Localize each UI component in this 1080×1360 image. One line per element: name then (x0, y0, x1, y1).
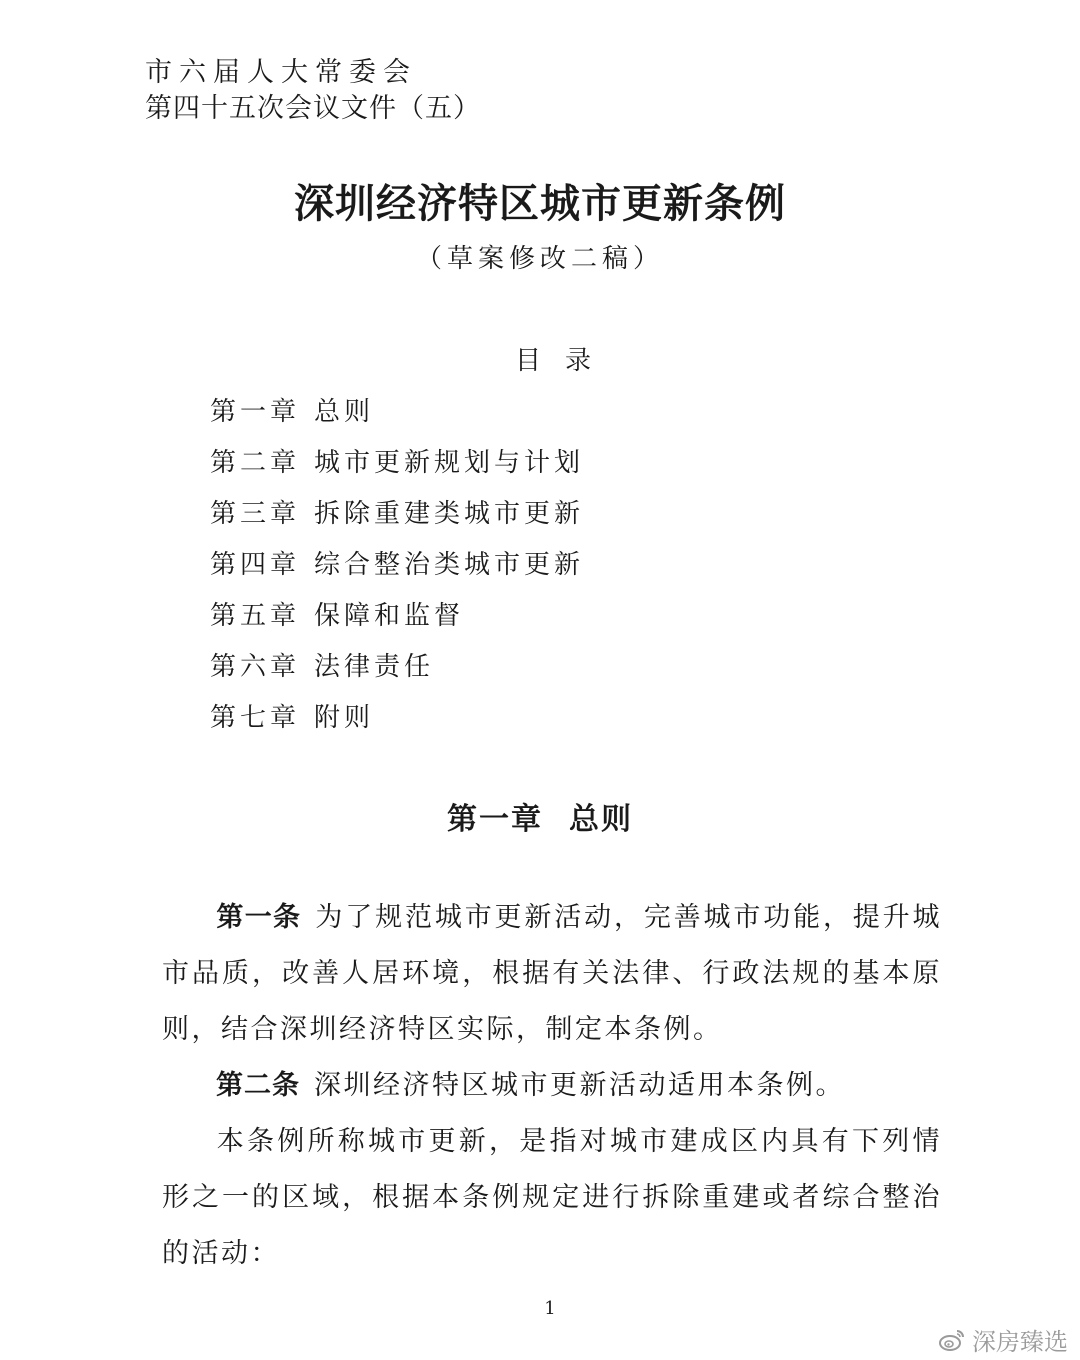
toc-item-label: 保障和监督 (314, 601, 465, 631)
toc-item-label: 总则 (314, 397, 375, 427)
toc-item-number: 第七章 (210, 703, 301, 733)
article-paragraph (162, 1058, 942, 1114)
chapter-heading (0, 794, 1080, 838)
chapter-number: 第一章 (447, 802, 543, 837)
article-text: 深圳经济特区城市更新活动适用本条例。 (314, 1070, 845, 1101)
document-title: 深圳经济特区城市更新条例 (294, 180, 786, 227)
document-header (145, 55, 481, 127)
article-label: 第一条 (216, 902, 302, 933)
watermark (938, 1322, 1068, 1357)
table-of-contents (210, 394, 584, 751)
toc-item-label: 拆除重建类城市更新 (314, 499, 585, 529)
toc-item (210, 394, 584, 445)
toc-item (210, 598, 584, 649)
toc-heading: 目录 (514, 346, 615, 376)
weibo-icon (938, 1328, 966, 1352)
document-subtitle: （草案修改二稿） (415, 244, 664, 274)
toc-item-number: 第三章 (210, 499, 301, 529)
chapter-name: 总则 (569, 802, 633, 837)
toc-item (210, 547, 584, 598)
toc-item-label: 法律责任 (314, 652, 435, 682)
article-paragraph (162, 890, 942, 1058)
toc-item-number: 第一章 (210, 397, 301, 427)
toc-item-label: 附则 (314, 703, 375, 733)
toc-item (210, 649, 584, 700)
paragraph-text: 本条例所称城市更新，是指对城市建成区内具有下列情形之一的区域，根据本条例规定进行拆除重建或者综合整治的活动： (162, 1126, 942, 1269)
document-body (162, 890, 942, 1282)
toc-item (210, 700, 584, 751)
toc-item-label: 综合整治类城市更新 (314, 550, 585, 580)
toc-item-number: 第二章 (210, 448, 301, 478)
article-text: 为了规范城市更新活动，完善城市功能，提升城市品质，改善人居环境，根据有关法律、行政法规的基本原则，结合深圳经济特区实际，制定本条例。 (162, 902, 943, 1045)
toc-item-label: 城市更新规划与计划 (314, 448, 585, 478)
article-label: 第二条 (216, 1070, 300, 1101)
toc-item-number: 第五章 (210, 601, 301, 631)
page-number: 1 (544, 1298, 556, 1319)
watermark-text: 深房臻选 (972, 1328, 1068, 1356)
toc-item (210, 496, 584, 547)
toc-item (210, 445, 584, 496)
body-paragraph (162, 1114, 942, 1282)
header-line-2: 第四十五次会议文件（五） (145, 93, 481, 124)
header-line-1: 市六届人大常委会 (145, 57, 417, 88)
toc-item-number: 第六章 (210, 652, 301, 682)
toc-item-number: 第四章 (210, 550, 301, 580)
